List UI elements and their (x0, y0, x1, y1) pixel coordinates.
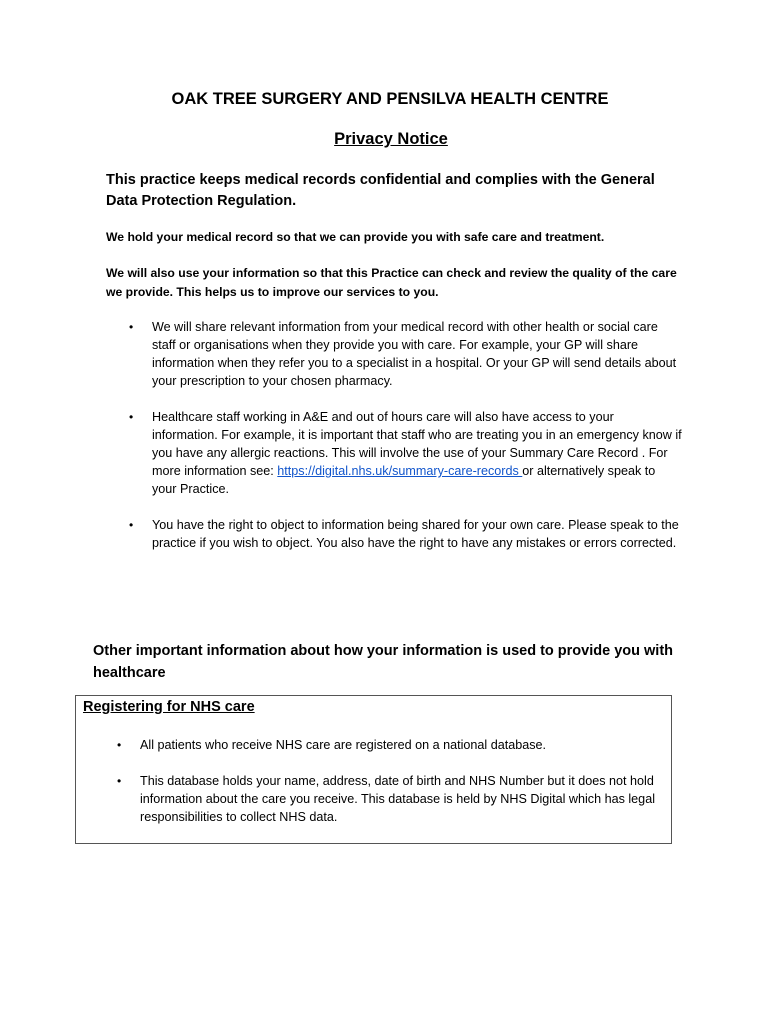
nhs-box-title: Registering for NHS care (83, 699, 255, 715)
bullet-text: Healthcare staff working in A&E and out of hours care will also have access to your information. For example, it is important that staff who are treating you in an emergency know if you have any allergic reactions. This will involve the use of your Summary Care Record . For more information see: (152, 410, 682, 478)
bullet-icon: • (117, 774, 122, 788)
summary-care-records-link[interactable]: https://digital.nhs.uk/summary-care-records (277, 464, 523, 478)
list-item (117, 772, 670, 826)
bullet-icon: • (129, 410, 134, 424)
list-item (129, 516, 682, 552)
bullet-text: All patients who receive NHS care are registered on a national database. (140, 738, 547, 752)
bullet-icon: • (129, 320, 134, 334)
list-item (129, 318, 682, 390)
list-item (117, 736, 670, 754)
paragraph-information-use: We will also use your information so that this Practice can check and review the quality of the care we provide. This helps us to improve our services to you. (106, 266, 677, 299)
intro-paragraph: This practice keeps medical records confidential and complies with the General Data Protection Regulation. (106, 172, 655, 209)
document-subtitle: Privacy Notice (334, 130, 448, 148)
bullet-icon: • (117, 738, 122, 752)
bullet-text: You have the right to object to information being shared for your own care. Please speak to the practice if you wish to object. You also have the right to have any mistakes or errors corrected. (152, 518, 679, 550)
bullet-list (129, 318, 682, 570)
registering-nhs-care-box (75, 695, 672, 844)
nhs-bullet-list (117, 736, 670, 844)
document-title: OAK TREE SURGERY AND PENSILVA HEALTH CENTRE (171, 90, 609, 108)
paragraph-medical-record: We hold your medical record so that we can provide you with safe care and treatment. (106, 230, 605, 244)
bullet-text: This database holds your name, address, date of birth and NHS Number but it does not hold information about the care you receive. This database is held by NHS Digital which has legal responsibilities to collect NHS data. (140, 774, 655, 824)
list-item (129, 408, 682, 498)
bullet-text-continued: or alternatively speak to your Practice. (152, 464, 656, 496)
bullet-icon: • (129, 518, 134, 532)
bullet-text: We will share relevant information from your medical record with other health or social care staff or organisations when they provide you with care. For example, your GP will share information when they refer you to a specialist in a hospital. Or your GP will send details about your prescription to your chosen pharmacy. (152, 320, 677, 388)
other-information-heading: Other important information about how your information is used to provide you with healthcare (93, 643, 673, 681)
